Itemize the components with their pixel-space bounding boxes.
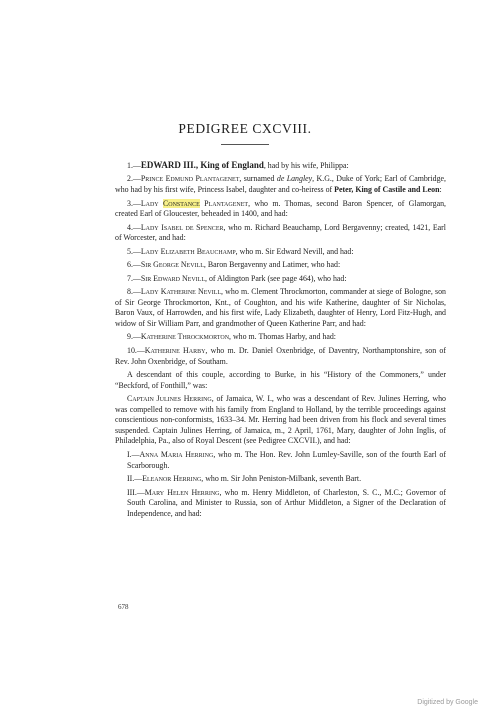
entry-number: 5.— bbox=[127, 246, 141, 256]
entry-9 bbox=[115, 332, 446, 343]
entry-name: Sir Edward Nevill bbox=[140, 273, 205, 283]
entry-name: Katherine Harby bbox=[144, 345, 206, 355]
entry-text: , who m. Richard Beauchamp, Lord Bergavenny; created, 1421, Earl of Worcester, and had: bbox=[115, 222, 446, 243]
entry-number: 2.— bbox=[127, 174, 141, 184]
entry-name-part: Plantagenet bbox=[199, 198, 249, 208]
page-number: 678 bbox=[118, 603, 129, 611]
entry-name: Prince Edmund Plantagenet bbox=[140, 174, 240, 184]
entry-3 bbox=[115, 199, 446, 220]
entry-text: , of Jamaica, W. I., who was a descendant of Rev. Julines Herring, who was compelled to remove with his family from England to Holland, by the terrible proceedings against conscientious non-conformists, 1633–34. Mr. Herring had been driven from his flock and several times suspended. Captain Julines Herring, of Jamaica, m., 2 April, 1761, Mary, daughter of John Inglis, of Philadelphia, Pa., also of Royal Descent (see Pedigree CXCVII.), and had: bbox=[115, 394, 446, 446]
digitized-watermark: Digitized by Google bbox=[417, 699, 478, 706]
entry-text: , Baron Bergavenny and Latimer, who had: bbox=[203, 260, 341, 270]
entry-text: , who m. Sir Edward Nevill, and had: bbox=[235, 246, 354, 256]
entry-number: 7.— bbox=[127, 273, 141, 283]
entry-name: EDWARD III., King of England bbox=[140, 160, 264, 170]
entry-7 bbox=[115, 274, 446, 285]
entry-name: Captain Julines Herring bbox=[127, 394, 212, 404]
entry-text: , who m. Thomas Harby, and had: bbox=[229, 332, 336, 342]
entry-text: : bbox=[439, 185, 442, 195]
entry-text: , of Aldington Park (see page 464), who had: bbox=[205, 273, 347, 283]
child-3 bbox=[127, 488, 446, 520]
entry-text: , K.G., Duke of York; Earl of Cambridge, who had by his first wife, Princess Isabel, daughter and co-heiress of bbox=[115, 174, 446, 195]
entry-number: 9.— bbox=[127, 332, 141, 342]
entry-8 bbox=[115, 287, 446, 329]
entry-name-part: Lady bbox=[140, 198, 163, 208]
entry-name: Lady Isabel de Spencer bbox=[140, 222, 224, 232]
entry-number: 4.— bbox=[127, 222, 141, 232]
highlighted-word: Constance bbox=[163, 198, 200, 208]
entry-text: , had by his wife, Philippa: bbox=[263, 161, 349, 170]
entry-10 bbox=[115, 346, 446, 367]
title-rule bbox=[221, 144, 269, 145]
entry-name: Lady Katherine Nevill bbox=[140, 287, 222, 297]
child-2 bbox=[127, 474, 446, 485]
entry-text-italic: de Langley bbox=[276, 174, 313, 184]
entry-number: 3.— bbox=[127, 198, 141, 208]
pedigree-text bbox=[115, 160, 446, 522]
entry-text: , who m. Thomas, second Baron Spencer, of Glamorgan, created Earl of Gloucester, beheaded in 1400, and had: bbox=[115, 198, 447, 219]
child-1 bbox=[127, 450, 446, 471]
herring-paragraph bbox=[115, 394, 446, 447]
entry-6 bbox=[115, 260, 446, 271]
entry-name bbox=[141, 199, 248, 208]
entry-number: 10.— bbox=[127, 345, 145, 355]
descendant-note: A descendant of this couple, according to Burke, in his “History of the Commoners,” under “Beckford, of Fonthill,” was: bbox=[115, 370, 446, 390]
entry-name: Katherine Throckmorton bbox=[140, 332, 230, 342]
entry-text-bold: Peter, King of Castile and Leon bbox=[334, 185, 440, 195]
entry-name: Mary Helen Herring bbox=[144, 487, 220, 497]
entry-number: III.— bbox=[127, 487, 145, 497]
entry-text: , who m. Sir John Peniston-Milbank, seventh Bart. bbox=[201, 474, 362, 484]
entry-name: Sir George Nevill bbox=[140, 260, 204, 270]
entry-text: , who m. Dr. Daniel Oxenbridge, of Daventry, Northamptonshire, son of Rev. John Oxenbridge, of Southam. bbox=[115, 345, 446, 366]
entry-name: Lady Elizabeth Beauchamp bbox=[140, 246, 236, 256]
entry-2 bbox=[115, 174, 446, 195]
entry-text: , who m. Clement Throckmorton, commander at siege of Bologne, son of Sir George Throckmorton, Knt., of Coughton, and his wife Katherine, daughter of Sir Nicholas, Baron Vaux, of Harrowden, and his first wife, Lady Elizabeth, daughter of Henry, Lord Fitz-Hugh, and widow of Sir William Parr, and grandmother of Queen Katherine Parr, and had: bbox=[115, 287, 446, 328]
entry-text: , who m. Henry Middleton, of Charleston, S. C., M.C.; Governor of South Carolina, and Minister to Russia, son of Arthur Middleton, a Signer of the Declaration of Independence, and had: bbox=[127, 487, 447, 518]
entry-name: Eleanor Herring bbox=[142, 474, 202, 484]
entry-number: 1.— bbox=[127, 161, 141, 170]
entry-text: , surnamed bbox=[239, 174, 277, 184]
entry-5 bbox=[115, 247, 446, 258]
entry-text: , who m. The Hon. Rev. John Lumley-Saville, son of the fourth Earl of Scarborough. bbox=[127, 449, 447, 470]
entry-number: I.— bbox=[127, 449, 140, 459]
entry-number: 6.— bbox=[127, 260, 141, 270]
pedigree-title: PEDIGREE CXCVIII. bbox=[178, 121, 312, 136]
entry-4 bbox=[115, 223, 446, 244]
entry-number: II.— bbox=[127, 474, 143, 484]
entry-name: Anna Maria Herring bbox=[139, 449, 214, 459]
entry-1 bbox=[115, 160, 446, 172]
entry-number: 8.— bbox=[127, 287, 141, 297]
